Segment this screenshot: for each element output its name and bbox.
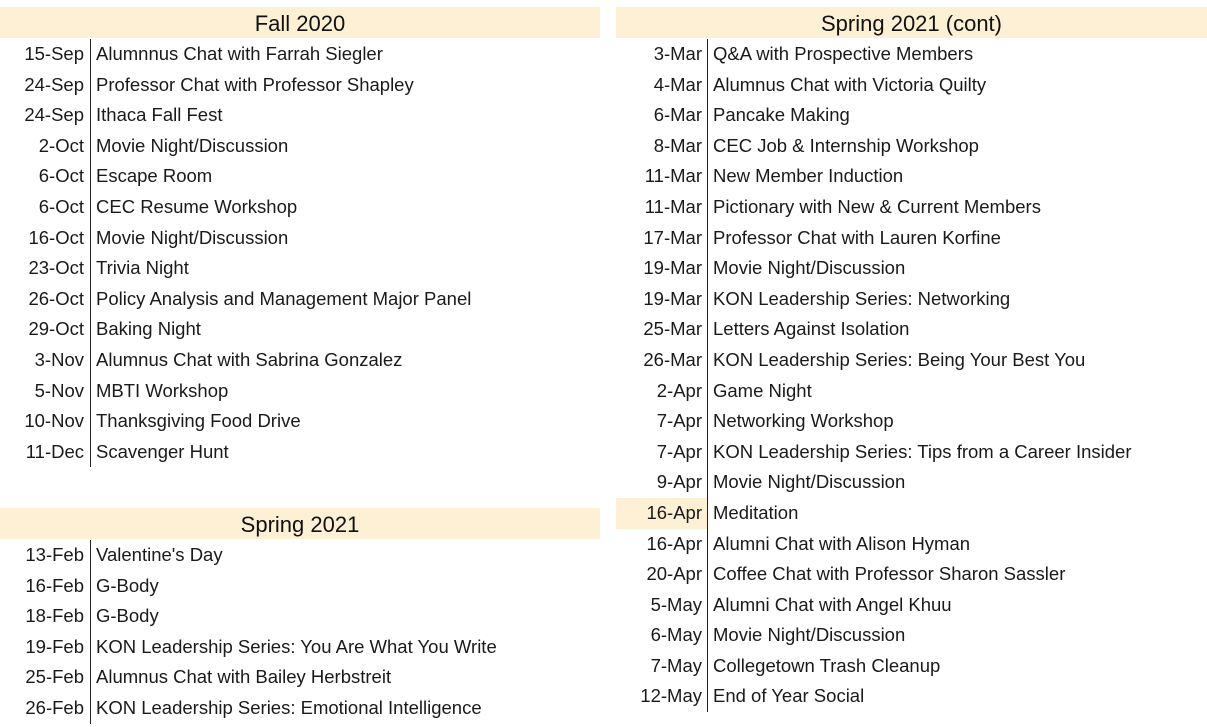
event-row (0, 345, 600, 376)
event-name: Policy Analysis and Management Major Panel (90, 284, 600, 315)
event-date: 23-Oct (28, 257, 84, 279)
event-row (616, 314, 1207, 345)
event-date: 13-Feb (25, 544, 84, 565)
event-name: Alumni Chat with Angel Khuu (707, 590, 1207, 621)
event-row (0, 70, 600, 101)
event-name: Pictionary with New & Current Members (707, 192, 1207, 223)
event-row (616, 345, 1207, 376)
event-name: Collegetown Trash Cleanup (707, 651, 1207, 682)
event-row (616, 681, 1207, 712)
event-row (0, 437, 600, 468)
event-name: KON Leadership Series: You Are What You Write (90, 632, 600, 663)
event-name: CEC Job & Internship Workshop (707, 131, 1207, 162)
event-row (616, 223, 1207, 254)
event-date: 16-Apr (646, 532, 702, 554)
event-name: Coffee Chat with Professor Sharon Sassler (707, 559, 1207, 590)
event-name: New Member Induction (707, 161, 1207, 192)
event-date: 19-Feb (25, 635, 84, 657)
event-row (0, 192, 600, 223)
event-row (0, 100, 600, 131)
event-date: 3-Nov (34, 348, 84, 370)
event-name: Alumnnus Chat with Farrah Siegler (90, 39, 600, 70)
event-row (616, 437, 1207, 468)
event-date: 16-Oct (28, 226, 84, 248)
event-row (0, 39, 600, 70)
event-row (0, 314, 600, 345)
event-date: 20-Apr (646, 563, 702, 585)
event-name: Escape Room (90, 161, 600, 192)
event-date: 9-Apr (656, 471, 702, 493)
event-row (616, 192, 1207, 223)
event-name: KON Leadership Series: Tips from a Career Insider (707, 437, 1207, 468)
event-row (0, 632, 600, 663)
event-date: 4-Mar (653, 73, 702, 95)
event-row (616, 39, 1207, 70)
section-title: Spring 2021 (0, 508, 600, 539)
event-row (0, 662, 600, 693)
event-name: Movie Night/Discussion (707, 253, 1207, 284)
event-name: Alumnus Chat with Bailey Herbstreit (90, 662, 600, 693)
event-name: G-Body (90, 601, 600, 632)
event-row (616, 651, 1207, 682)
event-date: 26-Feb (25, 696, 84, 718)
event-date: 2-Oct (38, 134, 84, 156)
event-row (616, 100, 1207, 131)
event-row (616, 529, 1207, 560)
event-date: 11-Mar (644, 165, 702, 187)
event-name: Ithaca Fall Fest (90, 100, 600, 131)
event-name: CEC Resume Workshop (90, 192, 600, 223)
event-name: Professor Chat with Lauren Korfine (707, 223, 1207, 254)
spring-2021-cont-section (616, 7, 1207, 712)
event-date: 10-Nov (24, 410, 84, 432)
event-list (0, 39, 600, 467)
event-date: 11-Dec (25, 440, 84, 462)
event-date: 25-Mar (643, 318, 702, 340)
event-row (0, 540, 600, 571)
event-date: 16-Feb (25, 574, 84, 596)
event-date: 2-Apr (656, 379, 702, 401)
event-name: G-Body (90, 571, 600, 602)
event-date: 5-May (650, 593, 702, 615)
event-row (0, 376, 600, 407)
event-name: Alumni Chat with Alison Hyman (707, 529, 1207, 560)
event-name: Movie Night/Discussion (90, 131, 600, 162)
event-name: Scavenger Hunt (90, 437, 600, 468)
event-name: KON Leadership Series: Networking (707, 284, 1207, 315)
event-date: 11-Mar (644, 195, 702, 217)
event-name: End of Year Social (707, 681, 1207, 712)
event-row (616, 161, 1207, 192)
event-name: Trivia Night (90, 253, 600, 284)
event-date: 5-Nov (34, 379, 84, 401)
event-name: Networking Workshop (707, 406, 1207, 437)
spring-2021-section (0, 508, 600, 724)
event-date: 7-Apr (656, 440, 702, 462)
event-date: 25-Feb (25, 666, 84, 688)
event-row (616, 559, 1207, 590)
event-date: 8-Mar (653, 134, 702, 156)
event-row (0, 601, 600, 632)
event-name: Thanksgiving Food Drive (90, 406, 600, 437)
event-row (0, 161, 600, 192)
event-date: 12-May (640, 685, 702, 707)
event-row (616, 131, 1207, 162)
event-date: 17-Mar (643, 226, 702, 248)
event-date: 24-Sep (24, 104, 84, 126)
event-list (616, 39, 1207, 712)
event-date: 6-Oct (38, 195, 84, 217)
event-name: Alumnus Chat with Victoria Quilty (707, 70, 1207, 101)
event-row (616, 590, 1207, 621)
event-row (616, 406, 1207, 437)
event-date: 7-May (650, 654, 702, 676)
event-row (0, 253, 600, 284)
section-title: Fall 2020 (0, 7, 600, 38)
event-date: 7-Apr (656, 410, 702, 432)
event-row (0, 406, 600, 437)
event-name: Q&A with Prospective Members (707, 39, 1207, 70)
event-date: 24-Sep (24, 73, 84, 95)
event-name: MBTI Workshop (90, 376, 600, 407)
event-date: 26-Mar (643, 348, 702, 370)
event-row (616, 467, 1207, 498)
event-date: 3-Mar (653, 43, 702, 64)
event-date: 19-Mar (643, 257, 702, 279)
fall-2020-section (0, 7, 600, 467)
event-list (0, 540, 600, 724)
event-date: 29-Oct (28, 318, 84, 340)
event-name: KON Leadership Series: Emotional Intelligence (90, 693, 600, 724)
event-date: 18-Feb (25, 605, 84, 627)
event-name: Meditation (707, 498, 1207, 529)
event-name: Alumnus Chat with Sabrina Gonzalez (90, 345, 600, 376)
event-row (0, 223, 600, 254)
event-date: 16-Apr (646, 501, 702, 523)
event-name: Letters Against Isolation (707, 314, 1207, 345)
event-row (616, 620, 1207, 651)
event-date: 15-Sep (24, 43, 84, 64)
event-name: KON Leadership Series: Being Your Best You (707, 345, 1207, 376)
event-date: 6-Oct (38, 165, 84, 187)
event-row (0, 693, 600, 724)
event-row (616, 253, 1207, 284)
event-row (616, 70, 1207, 101)
event-date: 6-Mar (653, 104, 702, 126)
event-name: Game Night (707, 376, 1207, 407)
event-date: 26-Oct (28, 287, 84, 309)
section-title: Spring 2021 (cont) (616, 7, 1207, 38)
event-date: 19-Mar (643, 287, 702, 309)
event-name: Valentine's Day (90, 540, 600, 571)
event-date: 6-May (650, 624, 702, 646)
event-row (616, 284, 1207, 315)
event-name: Movie Night/Discussion (707, 467, 1207, 498)
event-row (616, 498, 1207, 529)
event-name: Movie Night/Discussion (90, 223, 600, 254)
event-row (616, 376, 1207, 407)
event-name: Baking Night (90, 314, 600, 345)
event-name: Movie Night/Discussion (707, 620, 1207, 651)
event-row (0, 131, 600, 162)
event-name: Professor Chat with Professor Shapley (90, 70, 600, 101)
event-row (0, 284, 600, 315)
event-row (0, 571, 600, 602)
event-name: Pancake Making (707, 100, 1207, 131)
